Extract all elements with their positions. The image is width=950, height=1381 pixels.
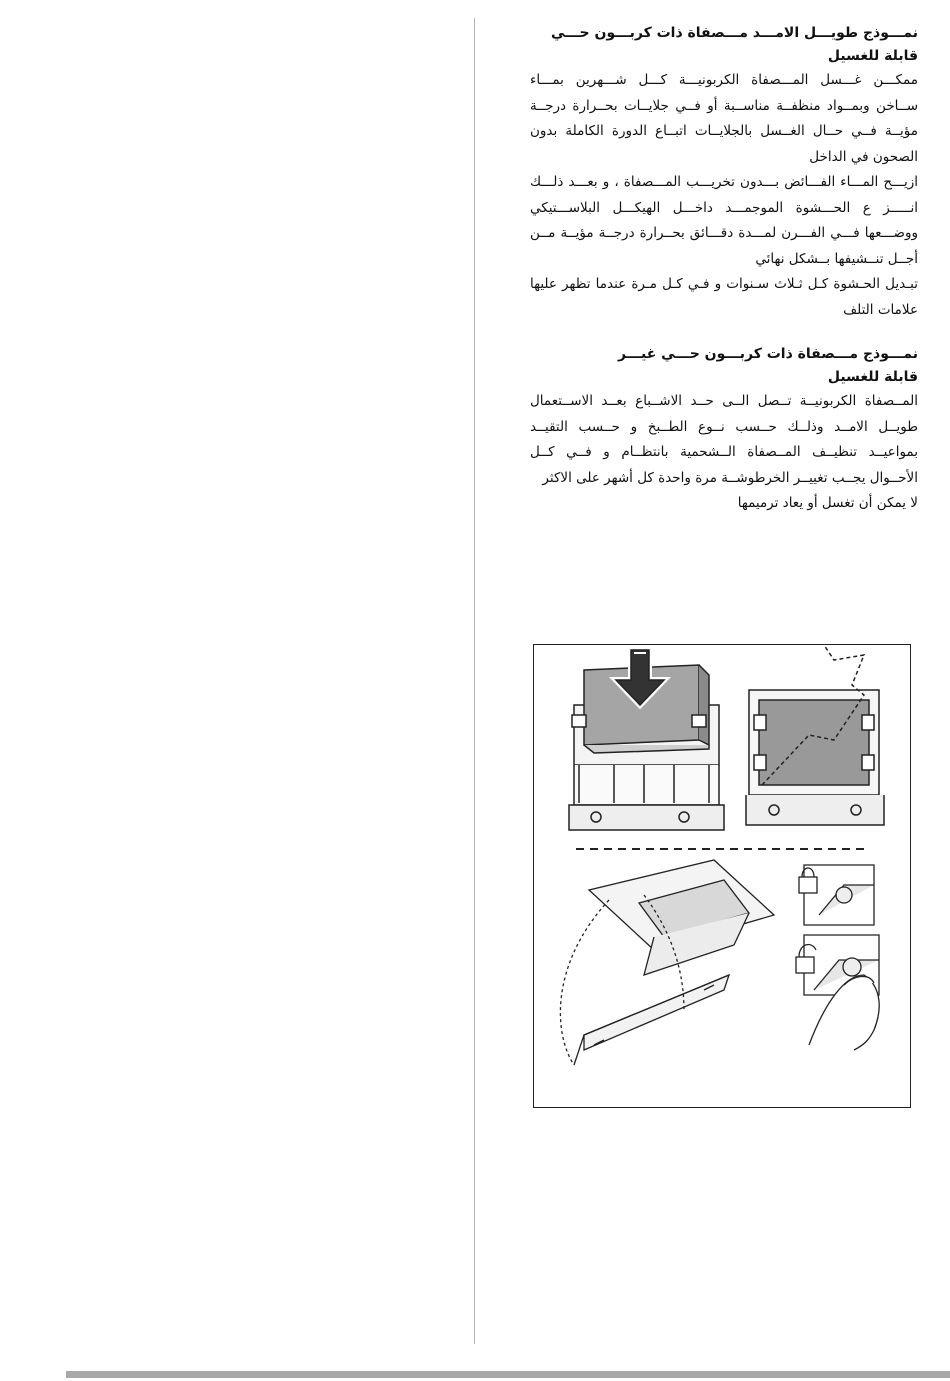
section-1-paragraph-2: ازيـــح المـــاء الفـــائض بـــدون تخريـــب المـــصفاة ، و بعـــد ذلـــك انـــــز ع الحـــشوة الموجمـــد داخـــل الهيكـــل البلاســـتيكي ووضـــعها فـــي الفـــرن لمـــدة دقـــائق بحــرارة درجــة مؤيــة مــن أجــل تنــشيفها بــشكل نهائي	[530, 174, 918, 267]
section-1-title-line-2: قابلة للغسيل	[827, 48, 918, 64]
filter-illustration-svg	[534, 645, 910, 1107]
grease-filter-removal-icon	[560, 860, 774, 1065]
footer-bar	[66, 1371, 950, 1378]
filter-illustration	[533, 644, 911, 1108]
section-1-title-line-1: نمـــوذج طويـــل الامـــد مـــصفاة ذات كربـــون حـــي	[551, 25, 918, 41]
section-1-paragraph-1: ممكـــن غـــسل المـــصفاة الكربونيـــة كـــل شـــهرين بمـــاء ســاخن وبمــواد منظفــة مناســبة أو فــي جلايــات بحــرارة درجــة مؤيــة فــي حــال الغــسل بالجلايــات اتبــاع الدورة الكاملة بدون الصحون في الداخل	[530, 72, 918, 165]
section-2-title-line-1: نمـــوذج مـــصفاة ذات كربـــون حـــي غيـــر	[617, 346, 918, 362]
lock-closed-icon	[799, 865, 874, 925]
right-column	[530, 22, 918, 517]
section-2-paragraph-1: المــصفاة الكربونيــة تــصل الــى حــد الاشــباع بعــد الاســتعمال طويــل الامــد وذلــك حــسب نــوع الطــبخ و حــسب التقيــد بمواعيــد تنظيــف المــصفاة الــشحمية بانتظــام و فــي كــل الأحــوال يجــب تغييــر الخرطوشــة مرة واحدة كل أشهر على الاكثر	[530, 393, 918, 486]
section-non-washable-filter	[530, 343, 918, 517]
filter-frame-icon	[746, 645, 884, 825]
section-2-title-line-2: قابلة للغسيل	[827, 369, 918, 385]
column-divider	[474, 18, 475, 1344]
section-washable-filter	[530, 22, 918, 323]
section-2-paragraph-2: لا يمكن أن تغسل أو يعاد ترميمها	[737, 495, 918, 511]
section-1-paragraph-3: تبـديل الحـشوة كـل ثـلاث سـنوات و فـي كـل مـرة عندما تظهر عليها علامات التلف	[530, 276, 918, 318]
filter-insert-arrow-icon	[569, 650, 724, 830]
